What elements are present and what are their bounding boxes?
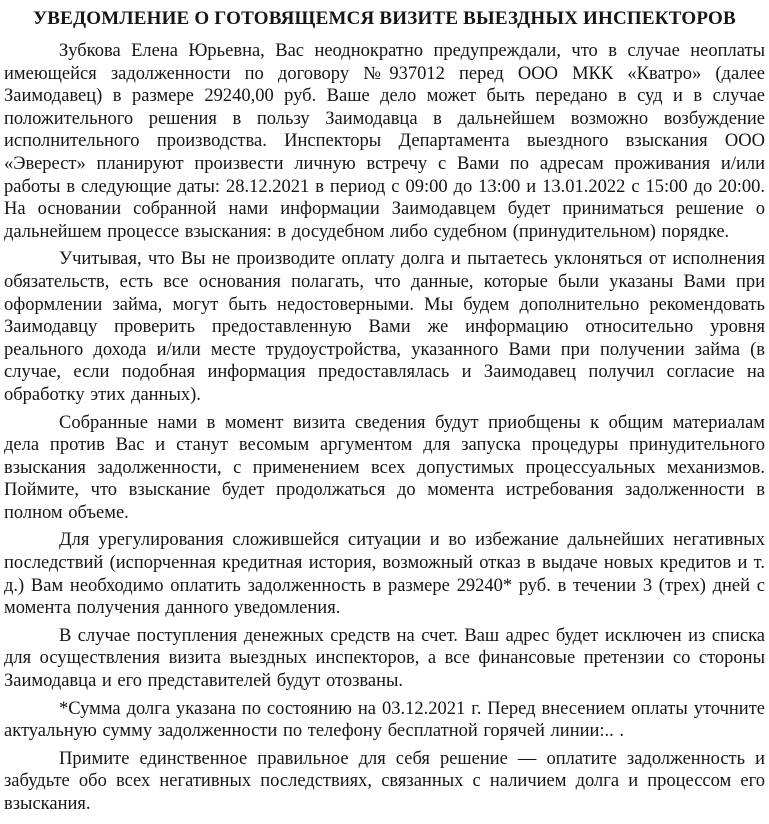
paragraph-intro-debt-details: Зубкова Елена Юрьевна, Вас неоднократно предупреждали, что в случае неоплаты имеющейся задолженности по договору №937012 перед ООО МКК «Кватро» (далее Заимодавец) в размере 29240,00 руб. Ваше дело может быть передано в суд и в случае положительного решения в пользу Заимодавца в дальнейшем возможно возбуждение исполнительного производства. Инспекторы Департамента выездного взыскания ООО «Эверест» планируют произвести личную встречу с Вами по адресам проживания и/или работы в следующие даты: 28.12.2021 в период с 09:00 до 13:00 и 13.01.2022 с 15:00 до 20:00. На основании собранной нами информации Заимодавцем будет приниматься решение о дальнейшем процессе взыскания: в досудебном либо судебном (принудительном) порядке. [4, 41, 765, 242]
paragraph-visit-evidence-warning: Собранные нами в момент визита сведения будут приобщены к общим материалам дела против Вас и станут весомым аргументом для запуска процедуры принудительного взыскания задолженности, с применением всех допустимых процессуальных механизмов. Поймите, что взыскание будет продолжаться до момента истребования задолженности в полном объеме. [4, 412, 765, 523]
paragraph-data-verification-warning: Учитывая, что Вы не производите оплату долга и пытаетесь уклоняться от исполнения обязательств, есть все основания полагать, что данные, которые были указаны Вами при оформлении займа, могут быть недостоверными. Мы будем дополнительно рекомендовать Заимодавцу проверить предоставленную Вами же информацию относительно уровня реального дохода и/или месте трудоустройства, указанного Вами при получении займа (в случае, если подобная информация предоставлялась и Заимодавец получил согласие на обработку этих данных). [4, 249, 765, 405]
paragraph-payment-demand: Для урегулирования сложившейся ситуации и во избежание дальнейших негативных последствий (испорченная кредитная история, возможный отказ в выдаче новых кредитов и т. д.) Вам необходимо оплатить задолженность в размере 29240* руб. в течении 3 (трех) дней с момента получения данного уведомления. [4, 530, 765, 619]
document-title: УВЕДОМЛЕНИЕ О ГОТОВЯЩЕМСЯ ВИЗИТЕ ВЫЕЗДНЫХ ИНСПЕКТОРОВ [33, 8, 736, 29]
paragraph-payment-consequences: В случае поступления денежных средств на счет. Ваш адрес будет исключен из списка для осуществления визита выездных инспекторов, а все финансовые претензии со стороны Заимодавца и его представителей будут отозваны. [4, 625, 765, 692]
paragraph-debt-amount-footnote: *Сумма долга указана по состоянию на 03.12.2021 г. Перед внесением оплаты уточните актуальную сумму задолженности по телефону бесплатной горячей линии:.. . [4, 698, 765, 742]
paragraph-final-appeal: Примите единственное правильное для себя решение — оплатите задолженность и забудьте обо всех негативных последствиях, связанных с наличием долга и процессом его взыскания. [4, 748, 765, 814]
